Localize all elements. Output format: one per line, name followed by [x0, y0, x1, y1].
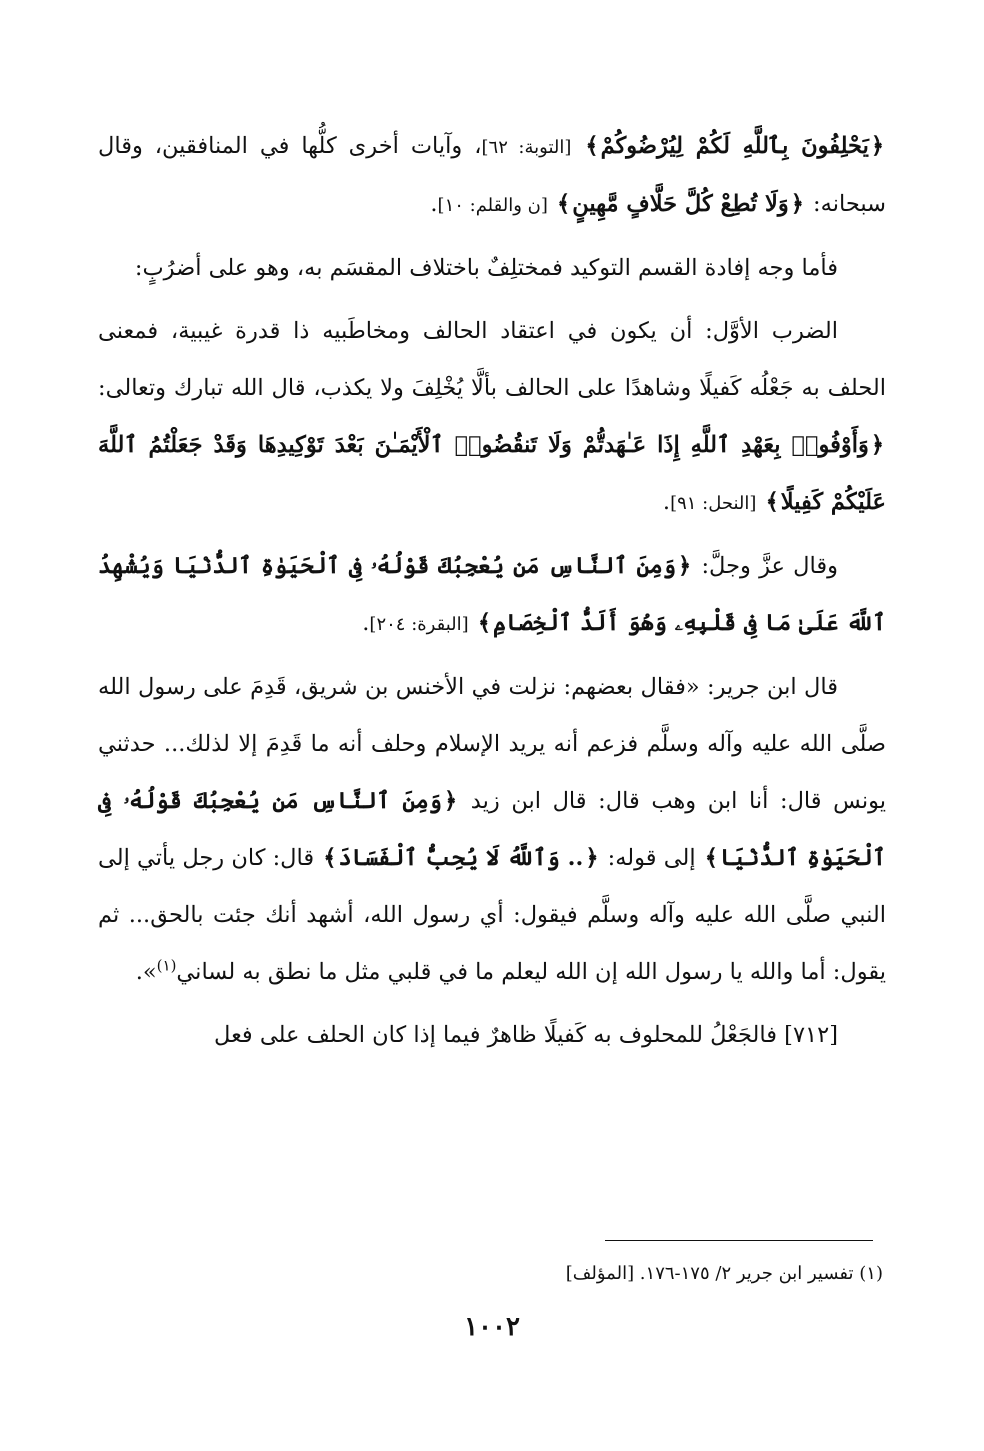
quran-bracket-open: ﴿ — [870, 432, 884, 458]
footnote-divider — [605, 1240, 873, 1241]
verse-reference: [النحل: ٩١] — [670, 493, 757, 514]
body-text: قال ابن جرير: «فقال بعضهم: نزلت في الأخنس بن شريق، قَدِمَ على رسول الله صلَّى الله عليه وآله وسلَّم فزعم أنه يريد الإسلام وحلف أنه ما قَدِمَ إلا لذلك... حدثني يونس قال: أنا ابن وهب قال: قال ابن زيد — [98, 674, 886, 814]
verse-reference: [البقرة: ٢٠٤] — [369, 614, 469, 635]
quran-bracket-open: ﴿ — [870, 133, 885, 159]
quran-bracket-close: ﴾ — [477, 610, 492, 636]
page-body — [98, 118, 886, 1070]
quran-verse: وَلَا تُطِعْ كُلَّ حَلَّافٍ مَّهِينٍ — [572, 191, 789, 217]
body-text: الضرب الأوَّل: أن يكون في اعتقاد الحالف ومخاطَبيه ذا قدرة غيبية، فمعنى الحلف به جَعْلُه كَفيلًا وشاهدًا على الحالف بألَّا يُخْلِفَ ولا يكذب، قال الله تبارك وتعالى: — [98, 318, 886, 401]
quran-verse: وَمِنَ ٱلنَّاسِ مَن يُعْجِبُكَ قَوْلُهُۥ فِى ٱلْحَيَوٰةِ ٱلدُّنْيَا وَيُشْهِدُ ٱللَّهَ عَلَىٰ مَا فِى قَلْبِهِۦ وَهُوَ أَلَدُّ ٱلْخِصَامِ — [98, 553, 886, 636]
quran-bracket-open: ﴿ — [585, 845, 599, 871]
quran-bracket-close: ﴾ — [323, 845, 337, 871]
quran-bracket-open: ﴿ — [790, 191, 804, 217]
quran-bracket-close: ﴾ — [585, 133, 599, 159]
body-text: . — [362, 610, 370, 636]
quran-verse: يَحْلِفُونَ بِٱللَّهِ لَكُمْ لِيُرْضُوكُمْ — [600, 133, 869, 159]
body-text: وقال عزَّ وجلَّ: — [693, 553, 838, 579]
quran-bracket-close: ﴾ — [765, 489, 779, 515]
paragraph-1 — [98, 118, 886, 234]
paragraph-4 — [98, 538, 886, 653]
verse-reference: [التوبة: ٦٢] — [481, 137, 572, 158]
body-text: إلى قوله: — [600, 845, 703, 871]
paragraph-2: فأما وجه إفادة القسم التوكيد فمختلِفٌ باختلاف المقسَم به، وهو على أضرُبٍ: — [134, 255, 838, 281]
quran-bracket-open: ﴿ — [443, 788, 458, 814]
quran-verse: .. وَٱللَّهُ لَا يُحِبُّ ٱلْفَسَادَ — [338, 845, 584, 871]
body-text: ، وآيات أخرى كلُّها في المنافقين، وقال سبحانه: — [98, 133, 886, 217]
quran-bracket-open: ﴿ — [678, 553, 692, 579]
quran-bracket-close: ﴾ — [557, 191, 571, 217]
body-text: ». — [135, 959, 157, 985]
page-number: ١٠٠٢ — [464, 1312, 520, 1342]
paragraph-6: [٧١٢] فالجَعْلُ للمحلوف به كَفيلًا ظاهرٌ فيما إذا كان الحلف على فعل — [214, 1022, 838, 1048]
paragraph-3 — [98, 303, 886, 532]
body-text: . — [430, 191, 438, 217]
quran-bracket-close: ﴾ — [704, 845, 718, 871]
verse-reference: [ن والقلم: ١٠] — [437, 195, 548, 216]
body-text: قال: كان رجل يأتي إلى النبي صلَّى الله عليه وآله وسلَّم فيقول: أي رسول الله، أشهد أنك جئت بالحق... ثم يقول: أما والله يا رسول الله إن الله ليعلم ما في قلبي مثل ما نطق به لساني — [98, 845, 886, 985]
paragraph-5 — [98, 659, 886, 1001]
quran-verse: وَأَوْفُوا۟ بِعَهْدِ ٱللَّهِ إِذَا عَـٰهَدتُّمْ وَلَا تَنقُضُوا۟ ٱلْأَيْمَـٰنَ بَعْدَ تَوْكِيدِهَا وَقَدْ جَعَلْتُمُ ٱللَّهَ عَلَيْكُمْ كَفِيلًا — [98, 432, 886, 515]
footnote-marker[interactable]: (١) — [156, 956, 177, 975]
footnote: (١) تفسير ابن جرير ٢/ ١٧٥-١٧٦. [المؤلف] — [565, 1263, 883, 1284]
quran-verse: وَمِنَ ٱلنَّاسِ مَن يُعْجِبُكَ قَوْلُهُۥ فِى ٱلْحَيَوٰةِ ٱلدُّنْيَا — [98, 788, 886, 871]
body-text: . — [662, 489, 671, 515]
